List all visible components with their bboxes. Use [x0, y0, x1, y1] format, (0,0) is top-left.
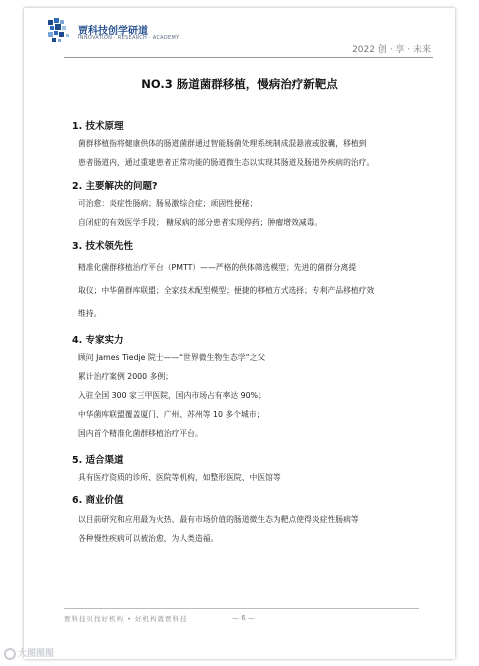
watermark-logo-icon: [4, 648, 16, 660]
section-heading-channels: 5. 适合渠道: [72, 455, 124, 466]
section-body-value: [78, 510, 408, 548]
section-heading-advantage: 3. 技术领先性: [72, 241, 134, 252]
section-heading-experts: 4. 专家实力: [72, 335, 124, 346]
section-heading-principle: 1. 技术原理: [72, 121, 124, 132]
header-logo: [46, 16, 180, 48]
section-body-principle: [78, 134, 408, 172]
paragraph-line: 具有医疗资质的诊所、医院等机构，如整形医院、中医馆等: [78, 473, 281, 482]
paragraph-line: 精准化菌群移植治疗平台（PMTT）——严格的供体筛选模型；先进的菌群分离提: [78, 263, 357, 272]
paragraph-line: 累计治疗案例 2000 多例；: [78, 372, 173, 381]
paragraph-line: 菌群移植指将健康供体的肠道菌群通过智能肠菌处理系统制成混悬液或胶囊，移植到: [78, 139, 367, 148]
paragraph-line: 维持。: [78, 309, 102, 318]
section-body-advantage: [78, 256, 408, 325]
logo-text: 贾科技创学研道: [78, 26, 148, 37]
watermark: [4, 646, 54, 660]
header-slogan: 2022 创 · 享 · 未来: [352, 45, 431, 55]
section-heading-problems: 2. 主要解决的问题?: [72, 181, 158, 192]
section-body-problems: [78, 194, 408, 232]
footer-divider: [64, 608, 419, 609]
page-number: — 6 —: [232, 614, 255, 622]
logo-subtext: INNOVATION · RESEARCH · ACADEMY: [78, 35, 180, 41]
paragraph-line: 入驻全国 300 家三甲医院，国内市场占有率达 90%；: [78, 391, 266, 400]
paragraph-line: 取仪；中华菌群库联盟；全家技术配型模型；便捷的移植方式选择；专利产品移植疗效: [78, 286, 375, 295]
paragraph-line: 中华菌库联盟覆盖厦门、广州、苏州等 10 多个城市；: [78, 410, 265, 419]
section-body-experts: [78, 348, 408, 443]
section-body-channels: [78, 468, 408, 487]
header-divider: [64, 57, 433, 58]
paragraph-line: 患者肠道内，通过重建患者正常功能的肠道微生态以实现其肠道及肠道外疾病的治疗。: [78, 158, 375, 167]
footer-slogan: 贾科技贝找好机构 • 好机构就贾科技: [64, 615, 188, 623]
paragraph-line: 以目前研究和应用最为火热、最有市场价值的肠道微生态为靶点使得炎症性肠病等: [78, 515, 359, 524]
paragraph-line: 各种慢性疾病可以被治愈，为人类造福。: [78, 534, 219, 543]
paragraph-line: 可治愈：炎症性肠病；肠易激综合症；顽固性便秘；: [78, 199, 258, 208]
watermark-text: 大图图图: [18, 649, 55, 659]
paragraph-line: 国内首个精准化菌群移植治疗平台。: [78, 429, 203, 438]
section-heading-value: 6. 商业价值: [72, 495, 124, 506]
page-title: NO.3 肠道菌群移植，慢病治疗新靶点: [141, 77, 338, 91]
paragraph-line: 顾问 James Tiedje 院士——“世界微生物生态学”之父: [78, 353, 266, 362]
logo-mark-icon: [46, 16, 76, 46]
paragraph-line: 自闭症的有效医学手段； 糖尿病的部分患者实现停药；肿瘤增效减毒。: [78, 218, 323, 227]
